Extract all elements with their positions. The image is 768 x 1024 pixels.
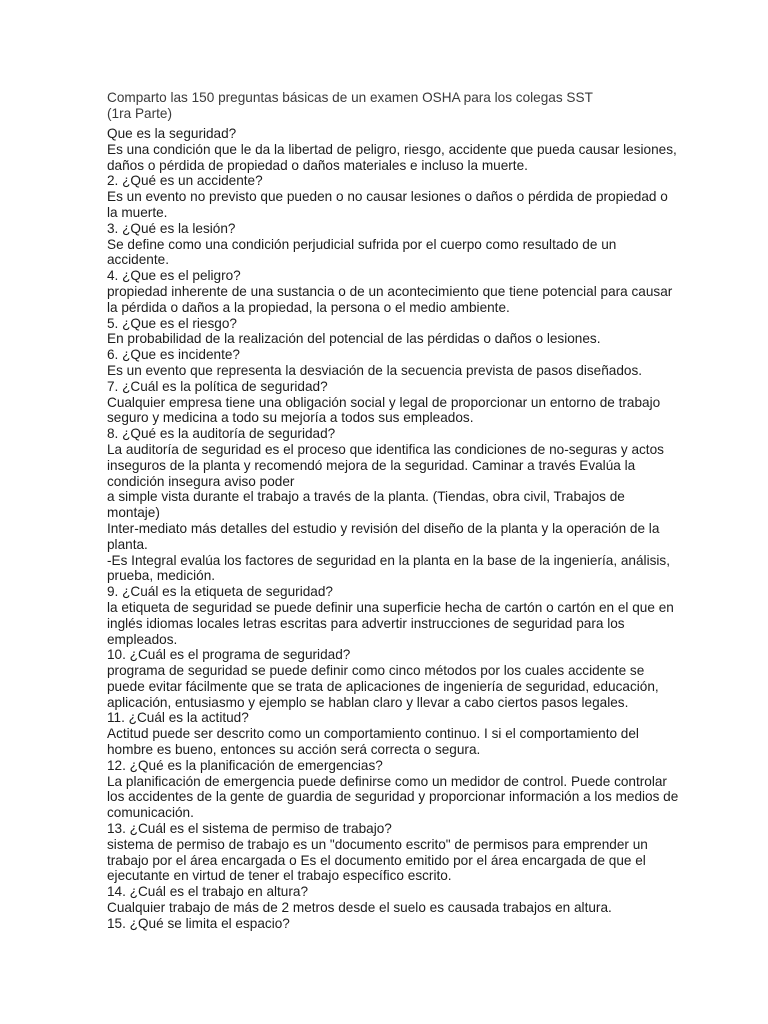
qa-item xyxy=(107,379,662,426)
answer-text xyxy=(107,363,662,379)
answer-line: inglés idiomas locales letras escritas para advertir instrucciones de seguridad para los xyxy=(107,615,625,631)
answer-text xyxy=(107,599,674,647)
question-text: 7. ¿Cuál es la política de seguridad? xyxy=(107,378,328,394)
answer-line: Cualquier trabajo de más de 2 metros desde el suelo es causada trabajos en altura. xyxy=(107,900,612,916)
answer-text xyxy=(107,189,668,221)
answer-line: empleados. xyxy=(107,631,178,647)
answer-line: inseguros de la planta y recomendó mejora de la seguridad. Caminar a través Evalúa la xyxy=(107,457,636,473)
answer-line: seguro y medicina a todo su mejoría a todos sus empleados. xyxy=(107,410,474,426)
question-text: 15. ¿Qué se limita el espacio? xyxy=(107,915,290,931)
answer-text xyxy=(107,837,662,884)
answer-line: ejecutante en virtud de tener el trabajo específico escrito. xyxy=(107,868,452,884)
answer-line: sistema de permiso de trabajo es un "documento escrito" de permisos para emprender un xyxy=(107,836,648,852)
qa-item xyxy=(107,916,662,932)
qa-item xyxy=(107,268,673,315)
qa-item xyxy=(107,584,674,647)
answer-line: a simple vista durante el trabajo a través de la planta. (Tiendas, obra civil, Trabajos de xyxy=(107,489,625,505)
answer-text xyxy=(107,331,662,347)
qa-item xyxy=(107,316,662,348)
question-text: 14. ¿Cuál es el trabajo en altura? xyxy=(107,884,309,900)
question-text: 9. ¿Cuál es la etiqueta de seguridad? xyxy=(107,584,333,600)
qa-item xyxy=(107,126,677,173)
answer-text xyxy=(107,726,662,758)
answer-line: la etiqueta de seguridad se puede definir una superficie hecha de cartón o cartón en el que en xyxy=(107,599,674,615)
answer-line: la pérdida o daños a la propiedad, la persona o el medio ambiente. xyxy=(107,299,510,315)
answer-line: Es un evento que representa la desviación de la secuencia prevista de pasos diseñados. xyxy=(107,362,643,378)
answer-line: los accidentes de la gente de guardia de seguridad y proporcionar información a los medios de xyxy=(107,789,679,805)
question-text: 3. ¿Qué es la lesión? xyxy=(107,220,236,236)
answer-line: trabajo por el área encargada o Es el documento emitido por el área encargada de que el xyxy=(107,852,646,868)
question-text: 10. ¿Cuál es el programa de seguridad? xyxy=(107,647,351,663)
qa-item xyxy=(107,647,662,710)
answer-text xyxy=(107,441,670,584)
answer-line: programa de seguridad se puede definir como cinco métodos por los cuales accidente se xyxy=(107,663,645,679)
question-text: 6. ¿Que es incidente? xyxy=(107,347,240,363)
answer-line: La planificación de emergencia puede definirse como un medidor de control. Puede controlar xyxy=(107,773,667,789)
qa-item xyxy=(107,221,662,268)
answer-line: prueba, medición. xyxy=(107,568,216,584)
answer-text xyxy=(107,237,662,269)
answer-text xyxy=(107,283,673,316)
answer-line: La auditoría de seguridad es el proceso que identifica las condiciones de no-seguras y actos xyxy=(107,441,664,457)
qa-list xyxy=(107,126,679,932)
question-text: 4. ¿Que es el peligro? xyxy=(107,268,241,284)
qa-item xyxy=(107,757,679,821)
answer-line: Es una condición que le da la libertad de peligro, riesgo, accidente que pueda causar lesiones, xyxy=(107,141,677,157)
question-text: 5. ¿Que es el riesgo? xyxy=(107,315,237,331)
answer-text xyxy=(107,773,679,821)
qa-item xyxy=(107,821,662,884)
answer-line: Actitud puede ser descrito como un comportamiento continuo. I si el comportamiento del xyxy=(107,726,639,742)
answer-line: daños o pérdida de propiedad o daños materiales e incluso la muerte. xyxy=(107,157,528,173)
answer-line: aplicación, entusiasmo y ejemplo se hablan claro y llevar a cabo ciertos pasos legales. xyxy=(107,694,629,710)
answer-line: montaje) xyxy=(107,505,160,521)
answer-line: accidente. xyxy=(107,252,169,268)
question-text: 12. ¿Qué es la planificación de emergencias? xyxy=(107,757,383,773)
answer-line: comunicación. xyxy=(107,805,194,821)
answer-line: la muerte. xyxy=(107,204,168,220)
answer-line: -Es Integral evalúa los factores de seguridad en la planta en la base de la ingeniería, análisis, xyxy=(107,552,670,568)
document-subtitle: (1ra Parte) xyxy=(107,106,172,121)
question-text: 8. ¿Qué es la auditoría de seguridad? xyxy=(107,426,336,442)
question-text: 11. ¿Cuál es la actitud? xyxy=(107,710,249,726)
qa-item xyxy=(107,173,668,220)
answer-line: Cualquier empresa tiene una obligación social y legal de proporcionar un entorno de trabajo xyxy=(107,394,661,410)
qa-item xyxy=(107,884,662,916)
question-text: Que es la seguridad? xyxy=(107,126,237,141)
answer-line: Inter-mediato más detalles del estudio y revisión del diseño de la planta y la operación de la xyxy=(107,520,660,536)
answer-line: Se define como una condición perjudicial sufrida por el cuerpo como resultado de un xyxy=(107,236,617,252)
answer-line: Es un evento no previsto que pueden o no causar lesiones o daños o pérdida de propiedad o xyxy=(107,189,668,205)
document-page xyxy=(107,90,679,932)
answer-text xyxy=(107,663,662,710)
answer-line: planta. xyxy=(107,536,148,552)
qa-item xyxy=(107,710,662,757)
answer-line: condición insegura aviso poder xyxy=(107,473,295,489)
qa-item xyxy=(107,347,662,379)
answer-line: propiedad inherente de una sustancia o de un acontecimiento que tiene potencial para causar xyxy=(107,283,673,299)
document-title: Comparto las 150 preguntas básicas de un examen OSHA para los colegas SST xyxy=(107,90,593,105)
answer-line: En probabilidad de la realización del potencial de las pérdidas o daños o lesiones. xyxy=(107,331,601,347)
document-header xyxy=(107,90,662,122)
answer-line: hombre es bueno, entonces su acción será correcta o segura. xyxy=(107,742,481,758)
qa-item xyxy=(107,426,670,584)
answer-line: puede evitar fácilmente que se trata de aplicaciones de ingeniería de seguridad, educación, xyxy=(107,678,659,694)
answer-text xyxy=(107,141,677,174)
question-text: 2. ¿Qué es un accidente? xyxy=(107,173,263,189)
answer-text xyxy=(107,900,662,916)
question-text: 13. ¿Cuál es el sistema de permiso de trabajo? xyxy=(107,821,392,837)
answer-text xyxy=(107,395,662,427)
